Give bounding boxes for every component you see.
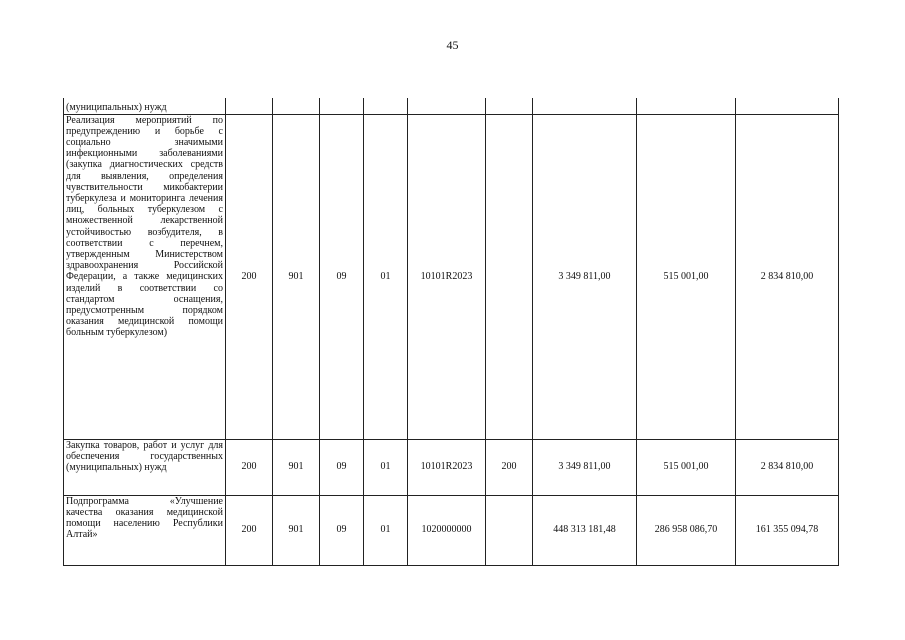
target-article-cell: 10101R2023	[408, 114, 486, 439]
total-amount-cell: 3 349 811,00	[533, 439, 637, 495]
row-name-cell: Закупка товаров, работ и услуг для обеспечения государственных (муниципальных) нужд	[64, 439, 226, 495]
total-amount-cell: 448 313 181,48	[533, 495, 637, 565]
ministry-code-cell: 901	[273, 439, 320, 495]
amount-2-cell: 161 355 094,78	[736, 495, 839, 565]
table-row	[64, 114, 839, 439]
amount-1-cell	[637, 98, 736, 114]
subsection-code-cell: 01	[364, 495, 408, 565]
amount-2-cell: 2 834 810,00	[736, 114, 839, 439]
amount-1-cell: 515 001,00	[637, 439, 736, 495]
target-article-cell: 10101R2023	[408, 439, 486, 495]
row-name-cell: (муниципальных) нужд	[64, 98, 226, 114]
admin-code-cell: 200	[226, 439, 273, 495]
expense-type-cell	[486, 495, 533, 565]
admin-code-cell: 200	[226, 495, 273, 565]
section-code-cell: 09	[320, 439, 364, 495]
section-code-cell	[320, 98, 364, 114]
amount-2-cell: 2 834 810,00	[736, 439, 839, 495]
section-code-cell: 09	[320, 495, 364, 565]
expense-type-cell	[486, 114, 533, 439]
expense-type-cell: 200	[486, 439, 533, 495]
ministry-code-cell: 901	[273, 495, 320, 565]
subsection-code-cell: 01	[364, 114, 408, 439]
expense-type-cell	[486, 98, 533, 114]
target-article-cell	[408, 98, 486, 114]
ministry-code-cell	[273, 98, 320, 114]
table-row	[64, 439, 839, 495]
row-name-cell: Реализация мероприятий по предупреждению и борьбе с социально значимыми инфекционными заболеваниями (закупка диагностических средств для выявления, определения чувствительности микобактерии туберкулеза и мониторинга лечения лиц, больных туберкулезом с множественной лекарственной устойчивостью возбудителя, в соответствии с перечнем, утвержденным Министерством здравоохранения Российской Федерации, а также медицинских изделий в соответствии со стандартом оснащения, предусмотренным порядком оказания медицинской помощи больным туберкулезом)	[64, 114, 226, 439]
total-amount-cell: 3 349 811,00	[533, 114, 637, 439]
amount-1-cell: 286 958 086,70	[637, 495, 736, 565]
budget-table	[63, 98, 839, 566]
amount-1-cell: 515 001,00	[637, 114, 736, 439]
subsection-code-cell	[364, 98, 408, 114]
subsection-code-cell: 01	[364, 439, 408, 495]
target-article-cell: 1020000000	[408, 495, 486, 565]
section-code-cell: 09	[320, 114, 364, 439]
table-row	[64, 98, 839, 114]
admin-code-cell: 200	[226, 114, 273, 439]
admin-code-cell	[226, 98, 273, 114]
table-row	[64, 495, 839, 565]
total-amount-cell	[533, 98, 637, 114]
ministry-code-cell: 901	[273, 114, 320, 439]
page-number: 45	[446, 38, 459, 52]
row-name-cell: Подпрограмма «Улучшение качества оказания медицинской помощи населению Республики Алтай»	[64, 495, 226, 565]
amount-2-cell	[736, 98, 839, 114]
